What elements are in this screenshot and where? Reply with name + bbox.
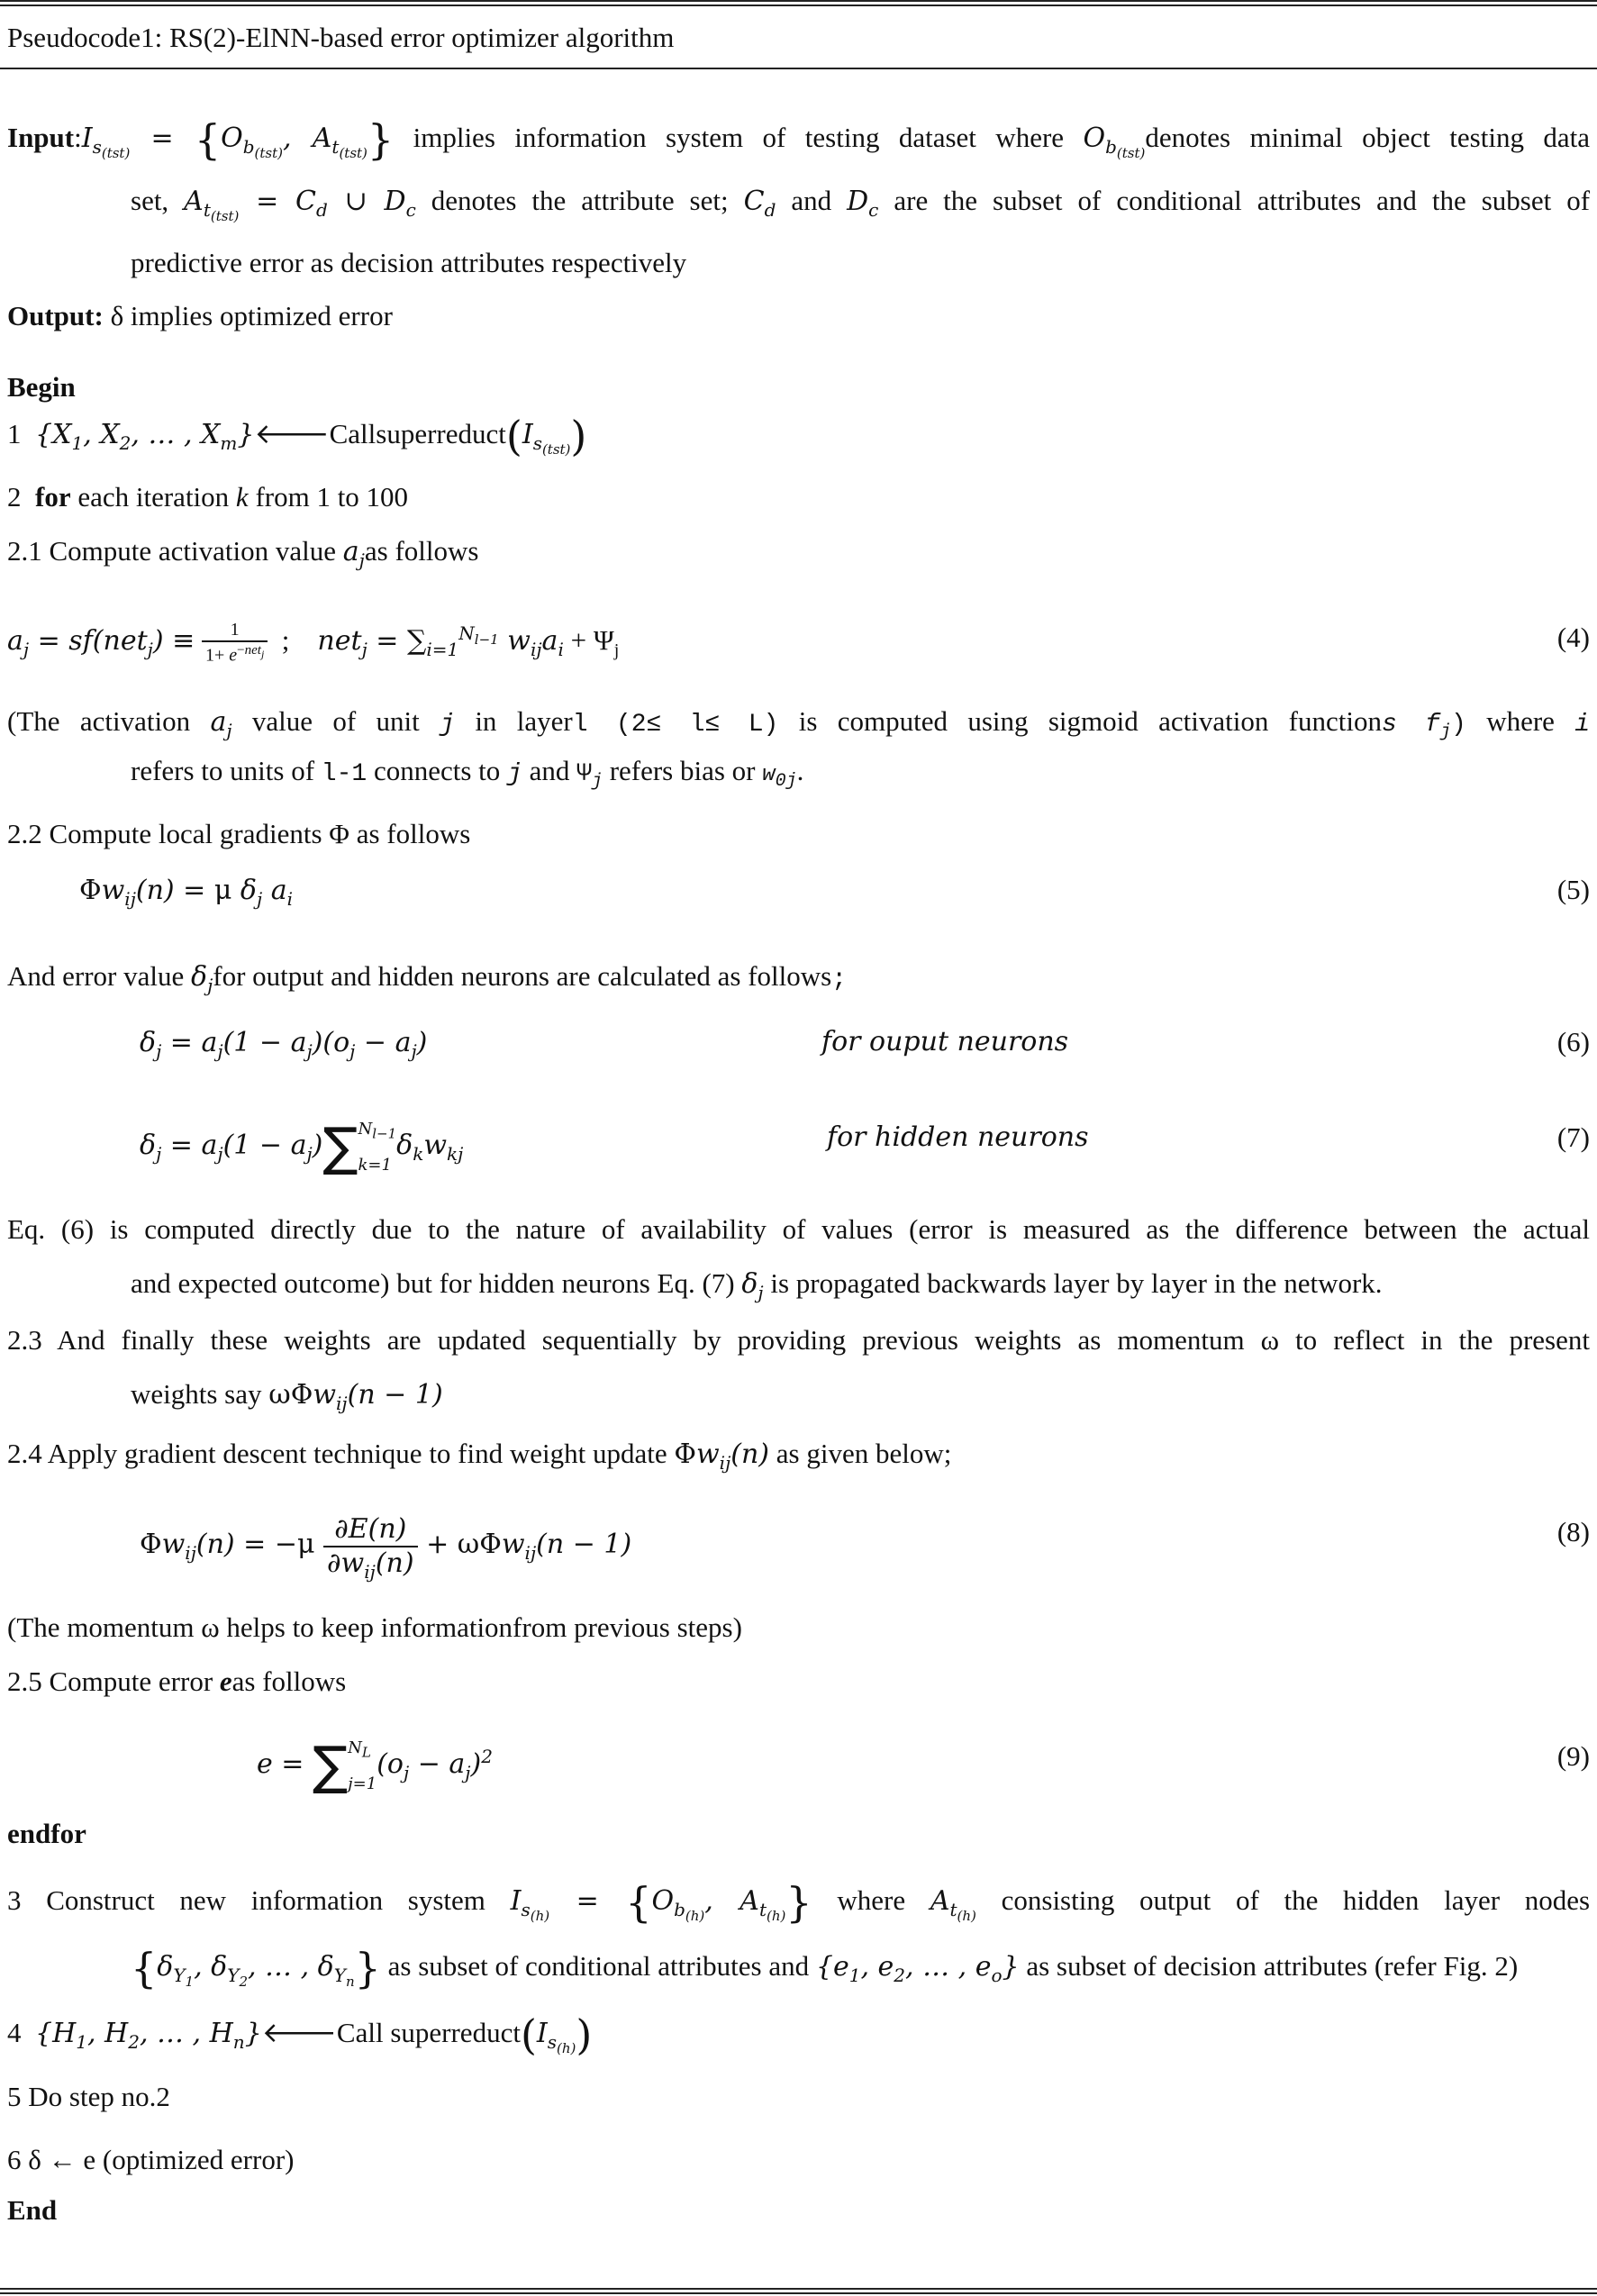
equation-5-number: (5)	[1556, 874, 1590, 905]
step-2-5: 2.5 Compute error eas follows	[7, 1665, 347, 1697]
step-4: 4 {$H_1$, $H_2$, … , $H_n\}🡐Call$ $superreduct(I_{s_{(h)}})$	[7, 2010, 593, 2059]
equation-7-number: (7)	[1556, 1121, 1590, 1153]
step-3-line-2: {$\delta_{Y_1}$, $\delta_{Y_2}$, … , $\delta_{Y_n}$} as subset of conditional attributes and {$e_1$, $e_2$, … , $e_o$} as subset of decision attributes (refer Fig. 2)	[131, 1944, 1519, 1992]
input-line-1: $Input:I_{s_{(tst)}} = \{O_{b_{(tst)}}$, $A_{t_{(tst)}}$} implies information system of testing dataset where $O_{b_{(tst)}}denotes$ minimal object testing data	[7, 115, 1590, 164]
begin-keyword: Begin	[7, 371, 76, 403]
eq-note-2: and expected outcome) but for hidden neurons Eq. (7) $\delta_j$ is propagated backwards layer by layer in the network.	[131, 1267, 1383, 1303]
output-label: Output:	[7, 300, 104, 331]
equation-6-label: for ouput neurons	[821, 1026, 1069, 1057]
equation-8-number: (8)	[1556, 1516, 1590, 1547]
equation-8: $\Phi w_{ij}(n) = -\mu$ $\frac{\partial E(n)}{\partial w_{ij}(n)}$ + ωΦw$_{ij}$(n − 1)	[140, 1513, 632, 1583]
end-keyword: End	[7, 2194, 58, 2226]
momentum-note: (The momentum ω helps to keep informationfrom previous steps)	[7, 1611, 742, 1643]
step-6: 6 δ ← e (optimized error)	[7, 2144, 295, 2175]
input-label: Input	[7, 122, 75, 153]
step-2: 2 for each iteration k from 1 to 100	[7, 481, 409, 513]
eq-note-1: Eq. (6) is computed directly due to the nature of availability of values (error is measured as the difference between the actual	[7, 1213, 1590, 1245]
equation-6: $\delta_j = a_j(1 - a_j)(o_j - a_j)$	[140, 1027, 428, 1062]
equation-7: $\delta_j = a_j(1 - a_j)\sum$ $N_{l-1}$ k=1 $\delta_kw_{kj}$	[140, 1116, 464, 1178]
equation-5: $\Phi w_{ij}(n) = \mu$ $\delta_j$ $a_i$	[79, 875, 293, 910]
equation-9-number: (9)	[1556, 1740, 1590, 1772]
output-line: Output: δ implies optimized error	[7, 300, 393, 331]
step-2-1: 2.1 Compute activation value $a_jas$ follows	[7, 535, 479, 571]
step-3-line-1: 3 Construct new information system $I_{s_{(h)}} = \{O_{b_{(h)}}$, $A_{t_{(h)}}$} where $A_{t_{(h)}}$ consisting output of the hidden layer nodes	[7, 1878, 1591, 1927]
equation-4: $a_j = sf(net_j)$ ≡ $\frac{1}{1+ e^{-net_j}}$ ; $net_j = \sum_{i=1}^{N_{l-1}}$ $w_{ij}a_i + \Psi_j$	[7, 620, 620, 666]
equation-4-number: (4)	[1556, 622, 1590, 653]
step-2-3-line-2: weights say ωΦw$_{ij}$(n − 1)	[131, 1378, 443, 1414]
bottom-rule	[0, 2288, 1597, 2290]
input-line1-tail: denotes minimal object testing data	[1145, 122, 1590, 153]
top-rule-inner	[0, 5, 1597, 6]
equation-6-number: (6)	[1556, 1026, 1590, 1057]
input-line-2: set, $A_{t_{(tst)}} = C_d$ ∪ $D_c$ denotes the attribute set; $C_d$ and $D_c$ are the subset of conditional attributes and the subset of	[131, 185, 1591, 224]
step-1: 1 {$X_1$, $X_2$, … , $X_m\}🡐Callsuperreduct(I_{s_{(tst)}})$	[7, 412, 587, 460]
equation-7-label: for hidden neurons	[827, 1121, 1089, 1153]
top-rule	[0, 0, 1597, 2]
input-line-3: predictive error as decision attributes respectively	[131, 247, 687, 278]
step-2-3-line-1: 2.3 And finally these weights are updated sequentially by providing previous weights as momentum ω to reflect in the present	[7, 1324, 1590, 1356]
equation-9: e = ∑ $N_L$ j=1 $(o_j - a_j)^2$	[257, 1735, 493, 1797]
input-line1-text: implies information system of testing dataset where	[413, 122, 1065, 153]
activation-note-1: (The activation $a_j$ value of unit j in layerl (2≤ l≤ L) is computed using sigmoid activation functions $f_j$) where i	[7, 705, 1591, 743]
caption: Pseudocode1: RS(2)-ElNN-based error optimizer algorithm	[7, 22, 675, 53]
caption-rule	[0, 68, 1597, 69]
step-5: 5 Do step no.2	[7, 2081, 170, 2112]
activation-note-2: refers to units of l-1 connects to j and $\Psi_j$ refers bias or $w_{0j}$.	[131, 755, 804, 793]
step-2-4: 2.4 Apply gradient descent technique to find weight update $\Phi w_{ij}(n)$ as given below;	[7, 1438, 952, 1474]
bottom-rule-inner	[0, 2292, 1597, 2294]
error-value-line: And error value $\delta_jfor$ output and hidden neurons are calculated as follows;	[7, 960, 848, 996]
step-2-2: 2.2 Compute local gradients Φ as follows	[7, 818, 471, 849]
endfor-keyword: endfor	[7, 1818, 86, 1849]
